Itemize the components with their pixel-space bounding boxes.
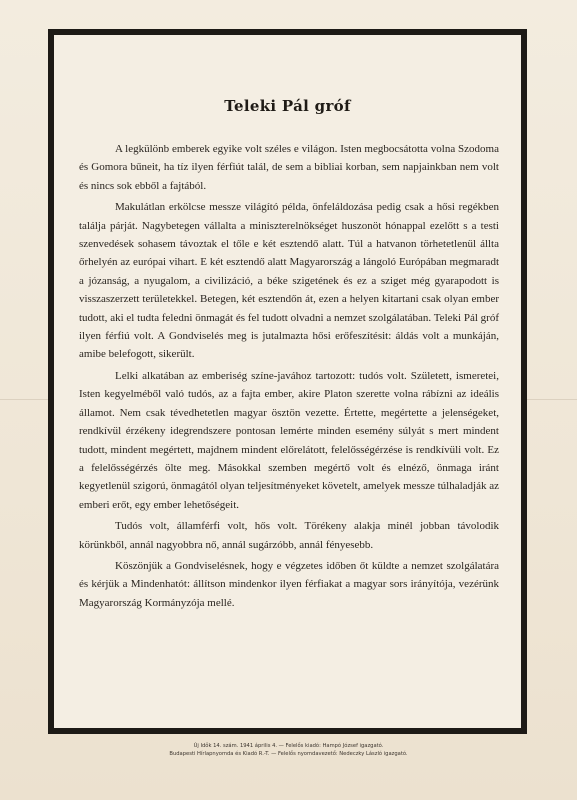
paragraph: A legkülönb emberek egyike volt széles e világon. Isten megbocsátotta volna Szodoma és Gomora bűneit, ha tíz ilyen férfiút talál, de sem a bibliai korban, sem napjainkban nem volt és nincs sok ebből a fajtából. <box>79 143 499 192</box>
mourning-border-frame <box>48 29 527 734</box>
colophon <box>0 742 577 758</box>
paragraph: Tudós volt, államférfi volt, hős volt. Törékeny alakja minél jobban távolodik körünkből, annál nagyobbra nő, annál sugárzóbb, annál fényesebb. <box>79 520 499 551</box>
paragraph: Makulátlan erkölcse messze világító példa, önfeláldozása pedig csak a hősi regékben találja párját. Nagybetegen vállalta a miniszterelnökséget huszonöt hónappal ezelőtt s a testi szenvedések sohasem távoztak el tőle e két esztendő alatt. Túl a hatvanon törhetetlenül állta őrhelyén az európai vihart. E két esztendő alatt Magyarország a lángoló Európában megmaradt a józanság, a nyugalom, a civilizáció, a béke szigetének és ez a sziget még gyarapodott is visszaszerzett területekkel. Betegen, két esztendőn át, ezen a helyen kitartani csak olyan ember tudott, aki el tudta feledni önmagát és fel tudott olvadni a nemzet szolgálatában. Teleki Pál gróf ilyen férfiú volt. A Gondviselés meg is jutalmazta hősi erőfeszítésit: áldás volt a munkáján, amibe belefogott, sikerült. <box>79 201 499 361</box>
page-title: Teleki Pál gróf <box>224 97 351 115</box>
colophon-line: Új Idők 14. szám. 1941 április 4. — Felelős kiadó: Hampó József igazgató. <box>193 743 384 749</box>
paragraph: Lelki alkatában az emberiség színe-javához tartozott: tudós volt. Született, ismeretei, Isten kegyelméből való tudós, az a fajta ember, akire Platon szerette volna rábízni az ideális államot. Nem csak tévedhetetlen magyar ösztön vezette. Értette, megértette a jelenségeket, rendkívül érzékeny idegrendszere pontosan lemérte minden esemény súlyát s mert mindent tudott, mindent megértett, majdnem mindent előrelátott, felelősségérzése is rendkívüli volt. Ez a felelősségérzés ölte meg. Másokkal szemben megértő volt és elnéző, önmaga iránt kegyetlenül szigorú, önmagától olyan teljesítményeket követelt, amelyek messze túlhaladják az emberi erőt, egy ember lehetőségeit. <box>79 369 499 511</box>
article-body <box>79 140 499 615</box>
colophon-line: Budapesti Hírlapnyomda és Kiadó R.-T. — Felelős nyomdavezető: Nedeczky László igazgató. <box>169 751 408 757</box>
paragraph: Köszönjük a Gondviselésnek, hogy e végzetes időben őt küldte a nemzet szolgálatára és kérjük a Mindenhatót: állítson mindenkor ilyen férfiakat a magyar sors irányítója, vezérünk Magyarország Kormányzója mellé. <box>79 559 499 609</box>
